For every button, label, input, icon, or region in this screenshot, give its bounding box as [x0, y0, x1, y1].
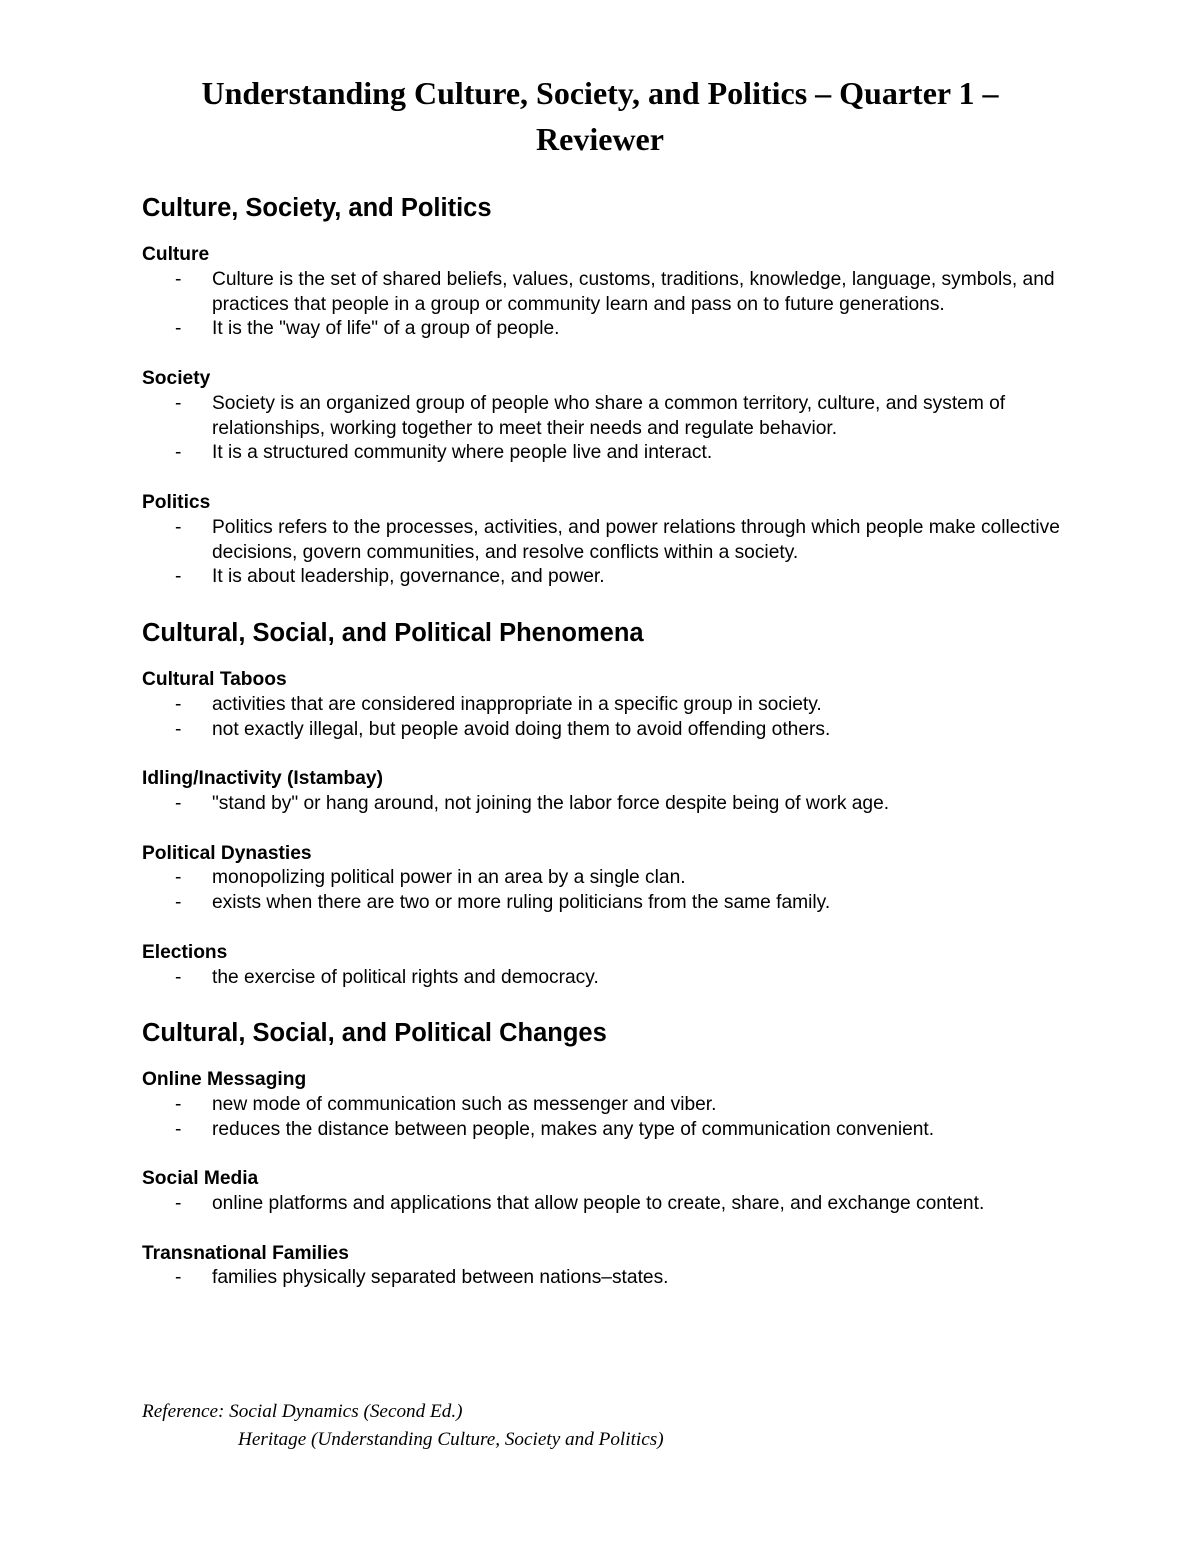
term-block: [142, 941, 1062, 991]
term-block: [142, 668, 1062, 742]
bullet-dash: -: [175, 1118, 182, 1140]
bullet-list: [142, 866, 1062, 916]
term-block: [142, 1167, 1062, 1217]
bullet-text: online platforms and applications that allow people to create, share, and exchange content.: [212, 1193, 985, 1215]
bullet-text: not exactly illegal, but people avoid doing them to avoid offending others.: [212, 718, 831, 740]
document-title: [100, 70, 1100, 162]
bullet-item: [142, 317, 1062, 342]
bullet-item: [142, 1192, 1062, 1217]
section-heading: Culture, Society, and Politics: [142, 194, 492, 222]
bullet-item: [142, 1118, 1062, 1143]
reference-block: [142, 1398, 1042, 1454]
bullet-dash: -: [175, 1093, 182, 1115]
bullet-list: [142, 268, 1062, 342]
bullet-dash: -: [175, 442, 182, 464]
bullet-list: [142, 792, 1062, 817]
bullet-item: [142, 1093, 1062, 1118]
bullet-item: [142, 441, 1062, 466]
bullet-text: monopolizing political power in an area by a single clan.: [212, 867, 686, 889]
bullet-item: [142, 891, 1062, 916]
bullet-dash: -: [175, 892, 182, 914]
title-line-2: Reviewer: [536, 121, 664, 157]
bullet-text: families physically separated between nations–states.: [212, 1267, 669, 1289]
term-title: Idling/Inactivity (Istambay): [142, 768, 383, 790]
bullet-text: new mode of communication such as messenger and viber.: [212, 1093, 717, 1115]
term-title: Society: [142, 367, 211, 389]
bullet-list: [142, 1192, 1062, 1217]
term-title: Online Messaging: [142, 1069, 307, 1091]
bullet-item: [142, 516, 1062, 566]
bullet-dash: -: [175, 792, 182, 814]
term-title: Elections: [142, 941, 228, 963]
section-heading: Cultural, Social, and Political Phenomena: [142, 618, 644, 647]
bullet-text: It is a structured community where people live and interact.: [212, 442, 713, 464]
bullet-text: reduces the distance between people, makes any type of communication convenient.: [212, 1118, 935, 1140]
term-block: [142, 767, 1062, 817]
bullet-list: [142, 1093, 1062, 1143]
bullet-item: [142, 693, 1062, 718]
bullet-item: [142, 565, 1062, 590]
bullet-item: [142, 392, 1062, 442]
bullet-item: [142, 718, 1062, 743]
reference-line-2: Heritage (Understanding Culture, Society and Politics): [238, 1429, 664, 1450]
bullet-text: activities that are considered inappropriate in a specific group in society.: [212, 693, 822, 715]
bullet-list: [142, 966, 1062, 991]
bullet-text: It is about leadership, governance, and power.: [212, 566, 605, 588]
bullet-text: the exercise of political rights and democracy.: [212, 966, 599, 988]
term-block: [142, 1068, 1062, 1142]
term-block: [142, 842, 1062, 916]
bullet-dash: -: [175, 566, 182, 588]
term-block: [142, 243, 1062, 342]
term-block: [142, 491, 1062, 590]
bullet-dash: -: [175, 1267, 182, 1289]
bullet-dash: -: [175, 392, 182, 414]
bullet-dash: -: [175, 516, 182, 538]
term-title: Culture: [142, 244, 210, 265]
bullet-list: [142, 392, 1062, 466]
bullet-dash: -: [175, 318, 182, 340]
bullet-dash: -: [175, 693, 182, 715]
bullet-dash: -: [175, 268, 182, 290]
document-body: [142, 190, 1062, 1316]
term-title: Politics: [142, 491, 211, 513]
reference-line-1: Reference: Social Dynamics (Second Ed.): [142, 1401, 463, 1422]
bullet-text: Politics refers to the processes, activities, and power relations through which people make collective decisions, govern communities, and resolve conflicts within a society.: [212, 516, 1060, 563]
bullet-item: [142, 966, 1062, 991]
term-title: Social Media: [142, 1168, 259, 1190]
bullet-list: [142, 693, 1062, 743]
bullet-text: Culture is the set of shared beliefs, values, customs, traditions, knowledge, language, symbols, and practices that people in a group or community learn and pass on to future generations.: [212, 268, 1055, 315]
term-block: [142, 1242, 1062, 1292]
bullet-dash: -: [175, 867, 182, 889]
bullet-text: Society is an organized group of people who share a common territory, culture, and system of relationships, working together to meet their needs and regulate behavior.: [212, 392, 1006, 439]
bullet-item: [142, 866, 1062, 891]
bullet-dash: -: [175, 718, 182, 740]
bullet-item: [142, 792, 1062, 817]
bullet-list: [142, 516, 1062, 590]
title-line-1: Understanding Culture, Society, and Politics – Quarter 1 –: [201, 75, 999, 111]
term-title: Political Dynasties: [142, 842, 312, 864]
section-heading: Cultural, Social, and Political Changes: [142, 1019, 607, 1048]
bullet-item: [142, 268, 1062, 318]
bullet-dash: -: [175, 1193, 182, 1215]
term-title: Cultural Taboos: [142, 668, 287, 690]
bullet-text: exists when there are two or more ruling politicians from the same family.: [212, 892, 831, 914]
bullet-list: [142, 1266, 1062, 1291]
bullet-dash: -: [175, 966, 182, 988]
term-block: [142, 367, 1062, 466]
bullet-text: It is the "way of life" of a group of people.: [212, 318, 560, 340]
term-title: Transnational Families: [142, 1242, 349, 1264]
bullet-text: "stand by" or hang around, not joining the labor force despite being of work age.: [212, 792, 890, 814]
bullet-item: [142, 1266, 1062, 1291]
